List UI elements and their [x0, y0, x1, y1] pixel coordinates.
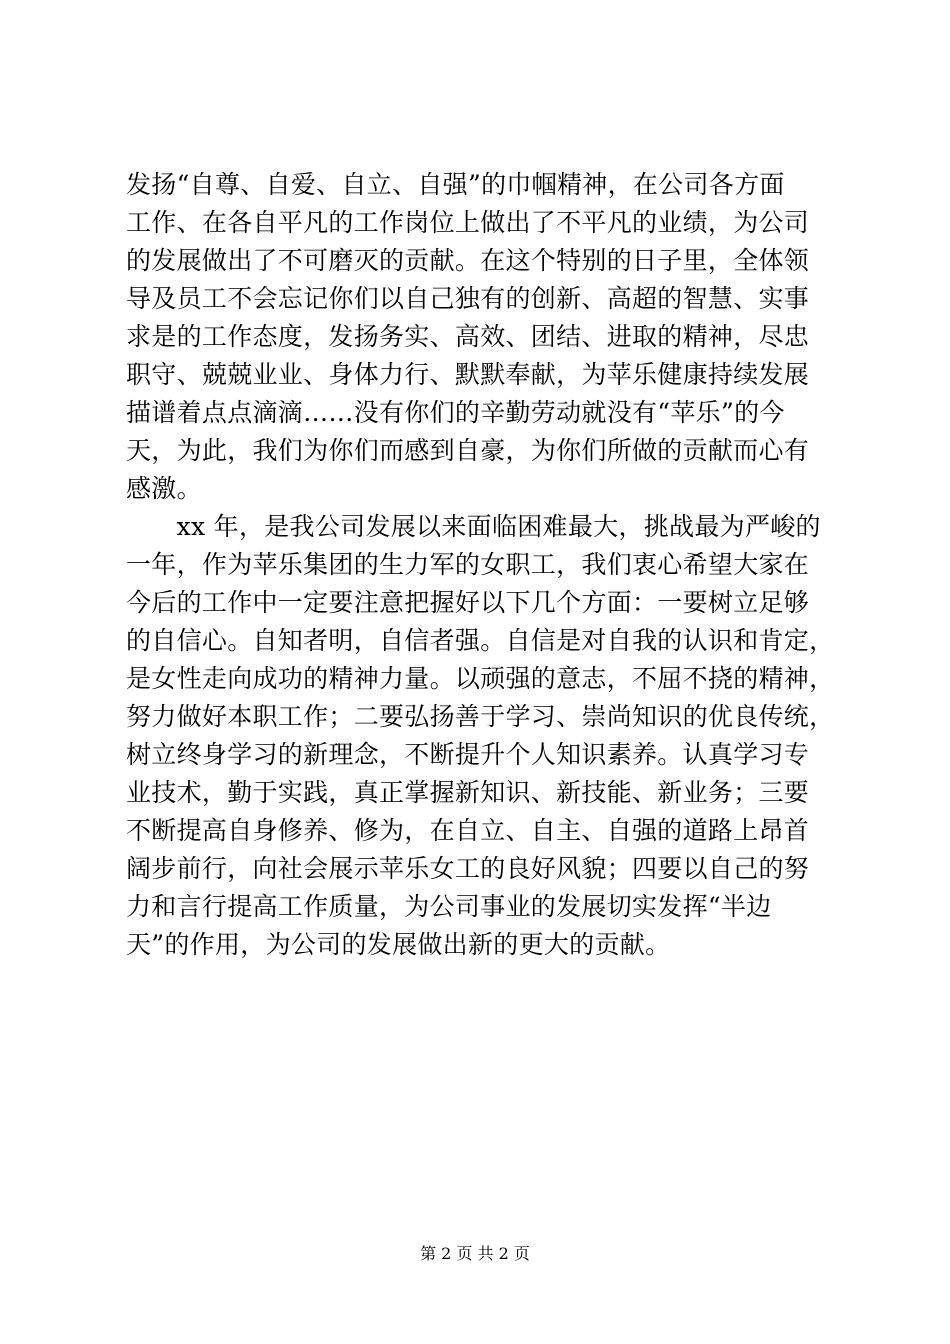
text-line: 天，为此，我们为你们而感到自豪，为你们所做的贡献而心有 — [126, 436, 810, 465]
text-line: 努力做好本职工作；二要弘扬善于学习、崇尚知识的优良传统， — [126, 702, 835, 731]
text-line: 力和言行提高工作质量，为公司事业的发展切实发挥“半边 — [126, 892, 772, 921]
text-line: 感激。 — [126, 474, 202, 503]
text-line: 职守、兢兢业业、身体力行、默默奉献，为苹乐健康持续发展 — [126, 360, 810, 389]
text-line: 是女性走向成功的精神力量。以顽强的意志，不屈不挠的精神， — [126, 664, 835, 693]
text-line: 导及员工不会忘记你们以自己独有的创新、高超的智慧、实事 — [126, 284, 810, 313]
page-footer — [0, 1244, 950, 1264]
text-line: 求是的工作态度，发扬务实、高效、团结、进取的精神，尽忠 — [126, 322, 810, 351]
body-text — [126, 166, 835, 964]
text-line: 今后的工作中一定要注意把握好以下几个方面：一要树立足够 — [126, 588, 810, 617]
text-line: 描谱着点点滴滴……没有你们的辛勤劳动就没有“苹乐”的今 — [126, 398, 785, 427]
text-line: 业技术，勤于实践，真正掌握新知识、新技能、新业务；三要 — [126, 778, 810, 807]
text-line: xx 年，是我公司发展以来面临困难最大，挑战最为严峻的 — [126, 512, 821, 541]
text-line: 的发展做出了不可磨灭的贡献。在这个特别的日子里，全体领 — [126, 246, 810, 275]
page-number-label: 第 2 页 共 2 页 — [420, 1244, 530, 1263]
text-line: 工作、在各自平凡的工作岗位上做出了不平凡的业绩，为公司 — [126, 208, 810, 237]
text-line: 不断提高自身修养、修为，在自立、自主、自强的道路上昂首 — [126, 816, 810, 845]
text-line: 的自信心。自知者明，自信者强。自信是对自我的认识和肯定， — [126, 626, 835, 655]
text-line: 树立终身学习的新理念，不断提升个人知识素养。认真学习专 — [126, 740, 810, 769]
text-line: 一年，作为苹乐集团的生力军的女职工，我们衷心希望大家在 — [126, 550, 810, 579]
text-line: 天”的作用，为公司的发展做出新的更大的贡献。 — [126, 930, 671, 959]
text-line: 发扬“自尊、自爱、自立、自强”的巾帼精神，在公司各方面 — [126, 170, 785, 199]
text-line: 阔步前行，向社会展示苹乐女工的良好风貌；四要以自己的努 — [126, 854, 810, 883]
